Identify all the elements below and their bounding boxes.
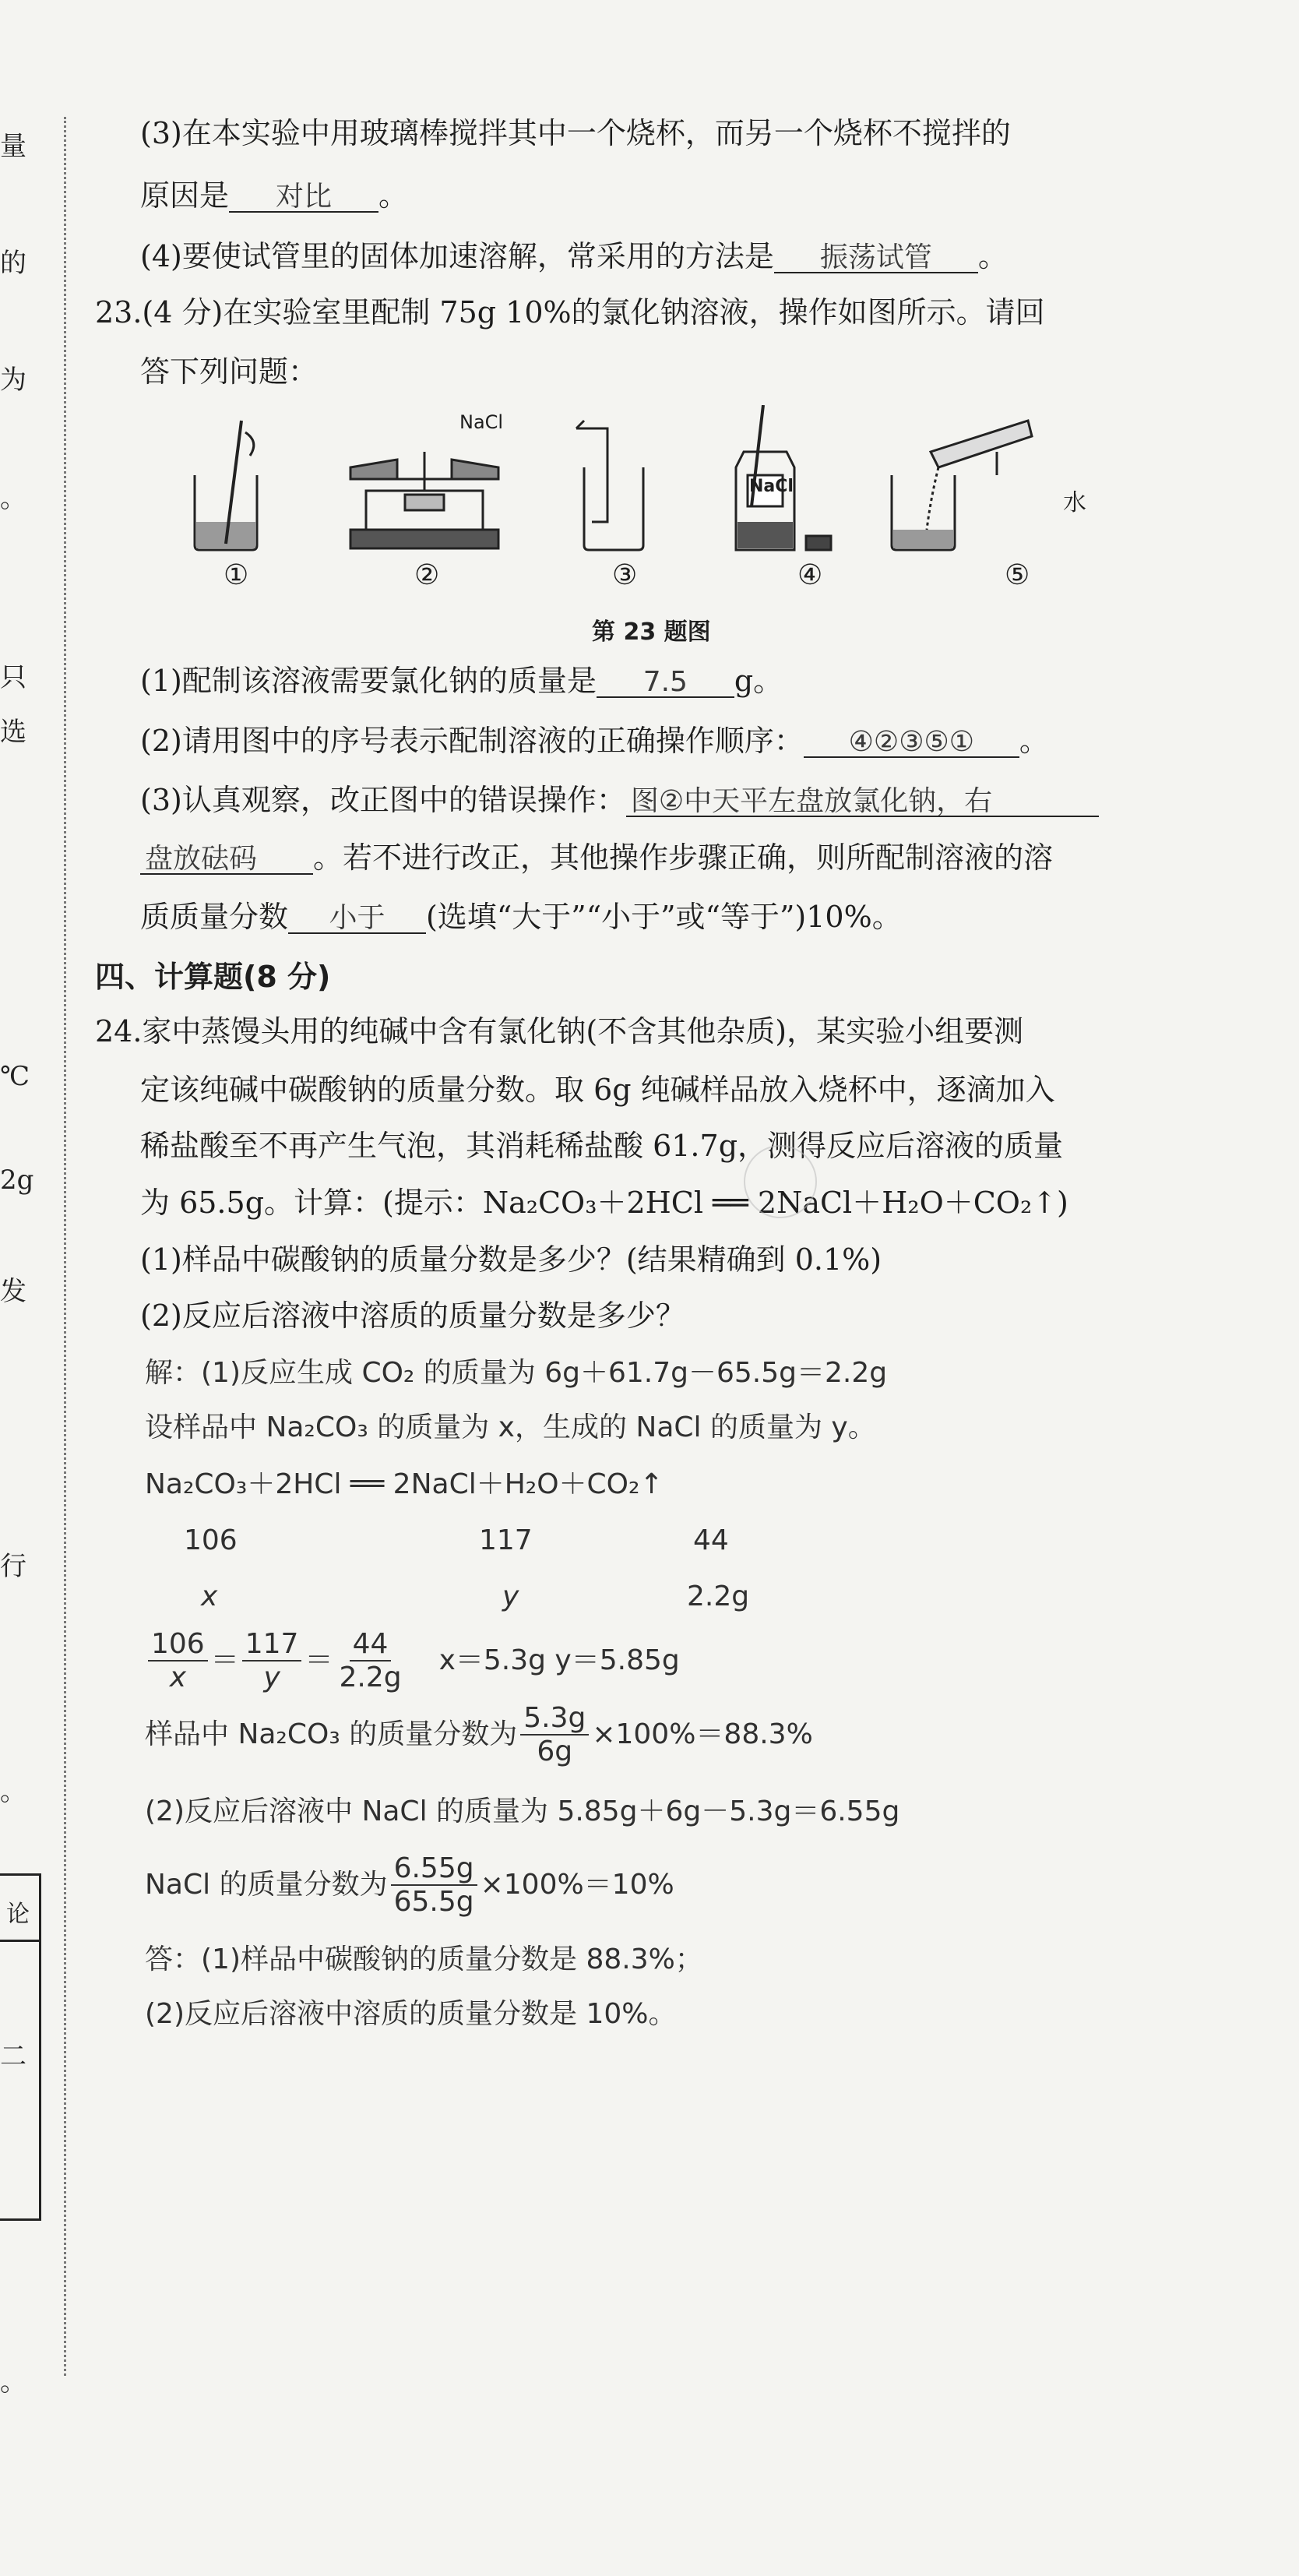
line8-prefix: NaCl 的质量分数为 bbox=[145, 1869, 388, 1901]
watermark-stamp bbox=[744, 1145, 817, 1218]
q23-stem2: 答下列问题： bbox=[140, 354, 319, 389]
beaker-stirring-icon bbox=[195, 421, 257, 550]
co2-mass: 2.2g bbox=[687, 1580, 750, 1612]
q23-sub3c bbox=[140, 902, 902, 934]
molar-mass-1: 106 bbox=[184, 1524, 238, 1556]
solution-line6 bbox=[145, 1702, 813, 1768]
solution-line8 bbox=[145, 1852, 674, 1919]
q22-3-prefix: 原因是 bbox=[140, 178, 230, 213]
margin-char: 发 bbox=[0, 1276, 26, 1307]
q24-stem3: 稀盐酸至不再产生气泡，其消耗稀盐酸 61.7g，测得反应后溶液的质量 bbox=[140, 1129, 1064, 1163]
denominator: 65.5g bbox=[393, 1886, 474, 1919]
nacl-label: NaCl bbox=[459, 411, 504, 433]
section-heading: 四、计算题(8 分) bbox=[95, 960, 331, 994]
answer-blank-correction-cont: 盘放砝码 bbox=[140, 845, 313, 875]
q23-3-prefix: (3)认真观察，改正图中的错误操作： bbox=[140, 783, 626, 817]
answer-blank-order: ④②③⑤① bbox=[804, 728, 1019, 758]
q23-stem1: 23.(4 分)在实验室里配制 75g 10%的氯化钠溶液，操作如图所示。请回 bbox=[95, 295, 1045, 329]
equals-sign: ＝ bbox=[305, 1644, 333, 1677]
margin-char: 量 bbox=[0, 131, 26, 162]
margin-char: 。 bbox=[0, 1776, 26, 1807]
solution-equation: Na₂CO₃＋2HCl ══ 2NaCl＋H₂O＋CO₂↑ bbox=[145, 1468, 664, 1500]
line6-prefix: 样品中 Na₂CO₃ 的质量分数为 bbox=[145, 1718, 518, 1751]
numerator: 117 bbox=[242, 1628, 302, 1662]
fraction bbox=[148, 1628, 208, 1694]
q24-stem4: 为 65.5g。计算：(提示：Na₂CO₃＋2HCl ══ 2NaCl＋H₂O＋CO₂↑) bbox=[140, 1186, 1068, 1220]
margin-box-divider bbox=[0, 1940, 39, 1942]
q22-line3b bbox=[140, 178, 409, 213]
binding-line bbox=[64, 117, 66, 2376]
fig-label-1: ① bbox=[224, 559, 249, 591]
denominator: 6g bbox=[537, 1736, 573, 1768]
answer-line1: 答：(1)样品中碳酸钠的质量分数是 88.3%； bbox=[145, 1943, 703, 1975]
line8-suffix: ×100%＝10% bbox=[480, 1869, 674, 1901]
q24-stem2: 定该纯碱中碳酸钠的质量分数。取 6g 纯碱样品放入烧杯中，逐滴加入 bbox=[140, 1073, 1055, 1107]
fig-label-3: ③ bbox=[612, 559, 638, 591]
q24-stem1: 24.家中蒸馒头用的纯碱中含有氯化钠(不含其他杂质)，某实验小组要测 bbox=[95, 1014, 1024, 1048]
q23-figure bbox=[171, 405, 1129, 561]
balance-icon bbox=[350, 452, 498, 548]
answer-blank-3: 对比 bbox=[229, 183, 378, 213]
solution-line7: (2)反应后溶液中 NaCl 的质量为 5.85g＋6g－5.3g＝6.55g bbox=[145, 1795, 900, 1827]
answer-line2: (2)反应后溶液中溶质的质量分数是 10%。 bbox=[145, 1998, 677, 2030]
q23-3c-prefix: 质质量分数 bbox=[140, 900, 289, 934]
denominator: 2.2g bbox=[339, 1662, 402, 1694]
q23-sub2 bbox=[140, 726, 1049, 758]
q22-4-prefix: (4)要使试管里的固体加速溶解，常采用的方法是 bbox=[140, 239, 774, 273]
margin-char: 为 bbox=[0, 365, 26, 396]
beaker-water-icon bbox=[892, 421, 1032, 550]
fig-label-2: ② bbox=[414, 559, 440, 591]
q23-sub3b bbox=[140, 840, 1054, 875]
solution-results: x＝5.3g y＝5.85g bbox=[438, 1644, 680, 1677]
margin-char: 。 bbox=[0, 483, 26, 514]
q23-1-suffix: g。 bbox=[734, 664, 783, 698]
fraction bbox=[336, 1628, 404, 1694]
numerator: 6.55g bbox=[391, 1852, 477, 1886]
solution-line1: 解：(1)反应生成 CO₂ 的质量为 6g＋61.7g－65.5g＝2.2g bbox=[145, 1357, 888, 1389]
q23-sub1 bbox=[140, 666, 783, 698]
answer-blank-mass: 7.5 bbox=[597, 668, 734, 698]
numerator: 106 bbox=[148, 1628, 208, 1662]
numerator: 44 bbox=[350, 1628, 392, 1662]
margin-char: 行 bbox=[0, 1551, 26, 1582]
margin-char: ℃ bbox=[0, 1061, 30, 1092]
fig-label-5: ⑤ bbox=[1005, 559, 1030, 591]
water-label: 水 bbox=[1063, 489, 1086, 516]
answer-blank-4: 振荡试管 bbox=[774, 244, 978, 273]
q22-line4 bbox=[140, 241, 1008, 273]
beaker-pouring-icon bbox=[576, 421, 643, 550]
solution-line2: 设样品中 Na₂CO₃ 的质量为 x，生成的 NaCl 的质量为 y。 bbox=[145, 1411, 876, 1443]
q23-3-mid: 。若不进行改正，其他操作步骤正确，则所配制溶液的溶 bbox=[313, 840, 1054, 875]
fraction bbox=[520, 1702, 589, 1768]
fraction bbox=[242, 1628, 302, 1694]
margin-char: 论 bbox=[6, 1901, 30, 1928]
q23-2-prefix: (2)请用图中的序号表示配制溶液的正确操作顺序： bbox=[140, 724, 804, 758]
figure-caption: 第 23 题图 bbox=[592, 618, 711, 646]
margin-char: 2g bbox=[0, 1165, 34, 1196]
q22-3-suffix: 。 bbox=[378, 178, 409, 213]
unknown-x: x bbox=[201, 1580, 218, 1612]
q22-line3a: (3)在本实验中用玻璃棒搅拌其中一个烧杯，而另一个烧杯不搅拌的 bbox=[140, 116, 1011, 150]
equals-sign: ＝ bbox=[210, 1644, 239, 1677]
q23-3c-suffix: (选填“大于”“小于”或“等于”)10%。 bbox=[426, 900, 902, 934]
fraction bbox=[391, 1852, 477, 1919]
bottle-nacl-label: NaCl bbox=[749, 477, 794, 496]
q22-4-suffix: 。 bbox=[977, 239, 1008, 273]
q23-2-suffix: 。 bbox=[1019, 724, 1049, 758]
margin-char: 只 bbox=[0, 662, 26, 693]
numerator: 5.3g bbox=[520, 1702, 589, 1736]
margin-char: 。 bbox=[0, 2366, 26, 2398]
denominator: y bbox=[263, 1662, 280, 1694]
q23-1-prefix: (1)配制该溶液需要氯化钠的质量是 bbox=[140, 664, 597, 698]
margin-char: 二 bbox=[0, 2041, 26, 2072]
q24-question2: (2)反应后溶液中溶质的质量分数是多少？ bbox=[140, 1299, 685, 1333]
margin-char: 的 bbox=[0, 248, 26, 279]
q23-sub3a bbox=[140, 785, 1099, 817]
margin-box bbox=[0, 1873, 41, 2221]
answer-blank-compare: 小于 bbox=[288, 904, 426, 934]
unknown-y: y bbox=[502, 1580, 519, 1612]
denominator: x bbox=[169, 1662, 187, 1694]
fig-label-4: ④ bbox=[797, 559, 823, 591]
q24-question1: (1)样品中碳酸钠的质量分数是多少？(结果精确到 0.1%) bbox=[140, 1242, 882, 1277]
molar-mass-3: 44 bbox=[693, 1524, 729, 1556]
margin-char: 选 bbox=[0, 717, 26, 748]
proportion-line bbox=[145, 1628, 680, 1694]
answer-blank-correction: 图②中天平左盘放氯化钠，右 bbox=[626, 788, 1099, 817]
molar-mass-2: 117 bbox=[479, 1524, 533, 1556]
line6-suffix: ×100%＝88.3% bbox=[592, 1718, 813, 1751]
